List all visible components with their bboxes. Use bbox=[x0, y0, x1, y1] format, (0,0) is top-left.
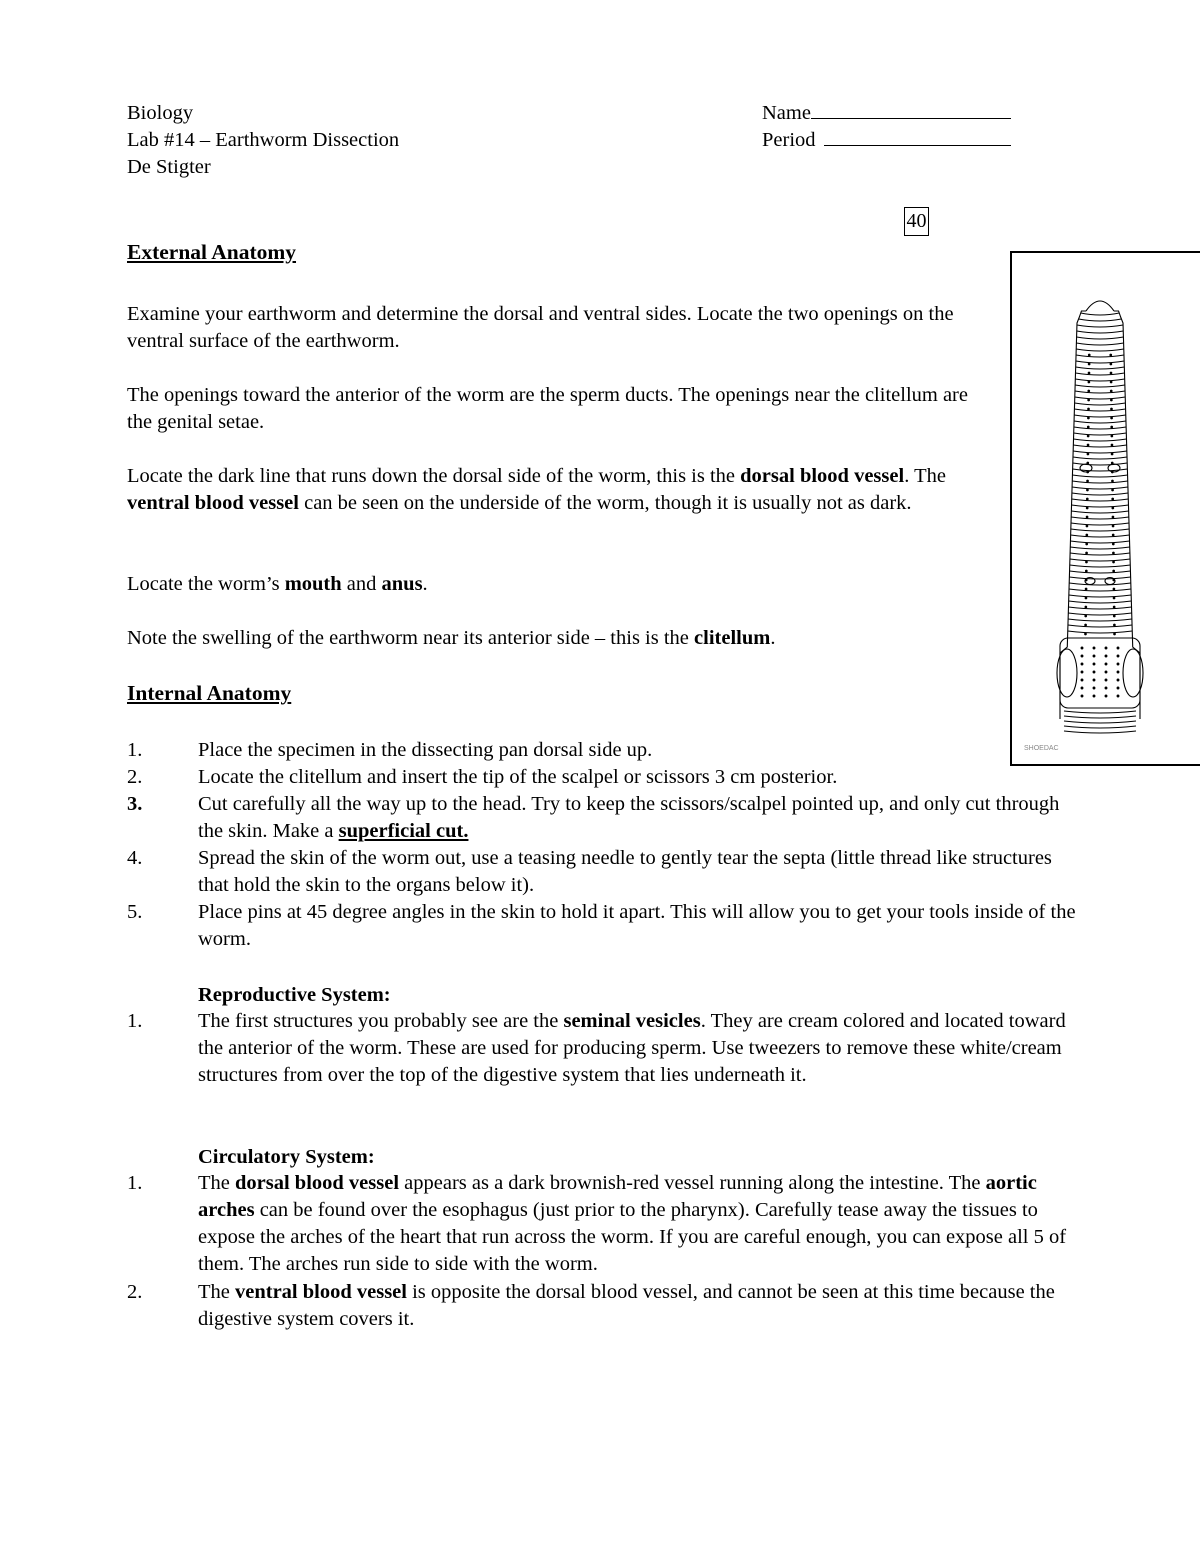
circulatory-heading: Circulatory System: bbox=[198, 1146, 375, 1168]
reproductive-heading: Reproductive System: bbox=[198, 984, 391, 1006]
aortic-arches-term: aortic arches bbox=[198, 1172, 1037, 1221]
external-paragraph-4: Locate the worm’s mouth and anus. bbox=[127, 573, 428, 595]
external-anatomy-heading: External Anatomy bbox=[127, 240, 297, 264]
external-paragraph-1: Examine your earthworm and determine the dorsal and ventral sides. Locate the two openings on the ventral surface of the earthworm. bbox=[127, 303, 954, 352]
clitellum-term: clitellum bbox=[694, 627, 771, 649]
score-box: 40 bbox=[904, 207, 929, 236]
period-field[interactable] bbox=[762, 127, 1011, 154]
earthworm-figure bbox=[1010, 251, 1200, 766]
dorsal-blood-vessel-term: dorsal blood vessel bbox=[740, 465, 905, 487]
mouth-term: mouth bbox=[284, 573, 342, 595]
name-blank[interactable] bbox=[811, 100, 1011, 119]
external-paragraph-5: Note the swelling of the earthworm near its anterior side – this is the clitellum. bbox=[127, 627, 776, 649]
external-paragraph-2: The openings toward the anterior of the worm are the sperm ducts. The openings near the clitellum are the genital setae. bbox=[127, 384, 968, 433]
figure-caption: SHOEDAC bbox=[1024, 745, 1059, 752]
lab-title: Lab #14 – Earthworm Dissection bbox=[127, 129, 400, 151]
period-blank[interactable] bbox=[824, 127, 1011, 146]
name-field[interactable] bbox=[762, 100, 1011, 127]
dorsal-blood-vessel-term: dorsal blood vessel bbox=[235, 1172, 400, 1194]
name-label: Name bbox=[762, 102, 811, 124]
superficial-cut-term: superficial cut. bbox=[338, 820, 469, 842]
external-paragraph-3: Locate the dark line that runs down the dorsal side of the worm, this is the dorsal blood vessel. The ventral blood vessel can be seen on the underside of the worm, though it is usually not as dark. bbox=[127, 465, 946, 514]
ventral-blood-vessel-term: ventral blood vessel bbox=[235, 1281, 407, 1303]
anus-term: anus bbox=[381, 573, 423, 595]
course-name: Biology bbox=[127, 102, 194, 124]
worksheet-page: Biology Lab #14 – Earthworm Dissection De Stigter Name Period 40 External Anatomy Examine your earthworm and determine the dorsal and ventral sides. Locate the two openings on the ventral surface of the earthworm. The openings toward the anterior of the worm are the sperm ducts. The openings near the clitellum are the genital setae. Locate the dark line that runs down the dorsal side of the worm, this is the dorsal blood vessel. The ventral blood vessel can be seen on the underside of the worm, though it is usually not as dark. Locate the worm’s mouth and anus. Note the swelling of the earthworm near its anterior side – this is the clitellum. Internal Anatomy 1. Place the specimen in the dissecting pan dorsal side up. 2. Locate the clitellum and insert the tip of the scalpel or scissors 3 cm posterior. 3. Cut carefully all the way up to the head. Try to keep the scissors/scalpel pointed up, and only cut through the skin. Make a superficial cut. 4. Spread the skin of the worm out, use a teasing needle to gently tear the septa (little thread like structures that hold the skin to the organs below it). 5. Place pins at 45 degree angles in the skin to hold it apart. This will allow you to get your tools inside of the worm. Reproductive System: 1. The first structures you probably see are the seminal vesicles. They are cream colored and located toward the anterior of the worm. These are used for producing sperm. Use tweezers to remove these white/cream structures from over the top of the digestive system that lies underneath it. Circulatory System: 1. The dorsal blood vessel appears as a dark brownish-red vessel running along the intestine. The aortic arches can be found over the esophagus (just prior to the pharynx). Carefully tease away the tissues to expose the arches of the heart that run across the worm. If you are careful enough, you can expose all 5 of them. The arches run side to side with the worm. 2. The ventral blood vessel is opposite the dorsal blood vessel, and cannot be seen at this time because the digestive system covers it. SHOEDAC bbox=[0, 0, 1200, 1553]
teacher-name: De Stigter bbox=[127, 156, 211, 178]
internal-anatomy-heading: Internal Anatomy bbox=[127, 681, 292, 705]
period-label: Period bbox=[762, 129, 816, 151]
ventral-blood-vessel-term: ventral blood vessel bbox=[127, 492, 299, 514]
seminal-vesicles-term: seminal vesicles bbox=[563, 1010, 701, 1032]
earthworm-illustration-icon bbox=[1012, 253, 1200, 763]
